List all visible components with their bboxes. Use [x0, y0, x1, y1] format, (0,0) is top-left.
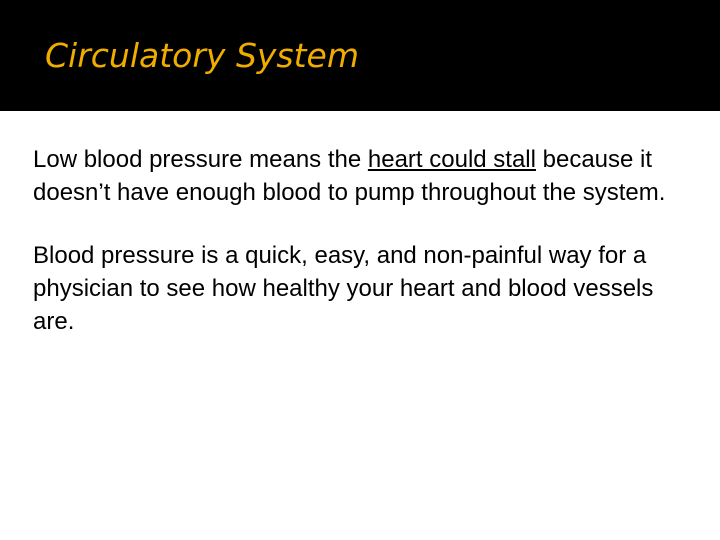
- slide-body: [33, 143, 673, 368]
- paragraph-1-text-start: Low blood pressure means the: [33, 146, 368, 173]
- paragraph-blood-pressure-check: Blood pressure is a quick, easy, and non-painful way for a physician to see how healthy your heart and blood vessels are.: [33, 242, 654, 335]
- slide-title: Circulatory System: [45, 36, 359, 75]
- paragraph-1-text-end: because it doesn’t have enough blood to pump throughout the system.: [33, 146, 666, 206]
- paragraph-1-underlined-phrase: heart could stall: [367, 146, 536, 173]
- title-bar: [0, 0, 720, 111]
- paragraph-low-blood-pressure: [33, 143, 673, 209]
